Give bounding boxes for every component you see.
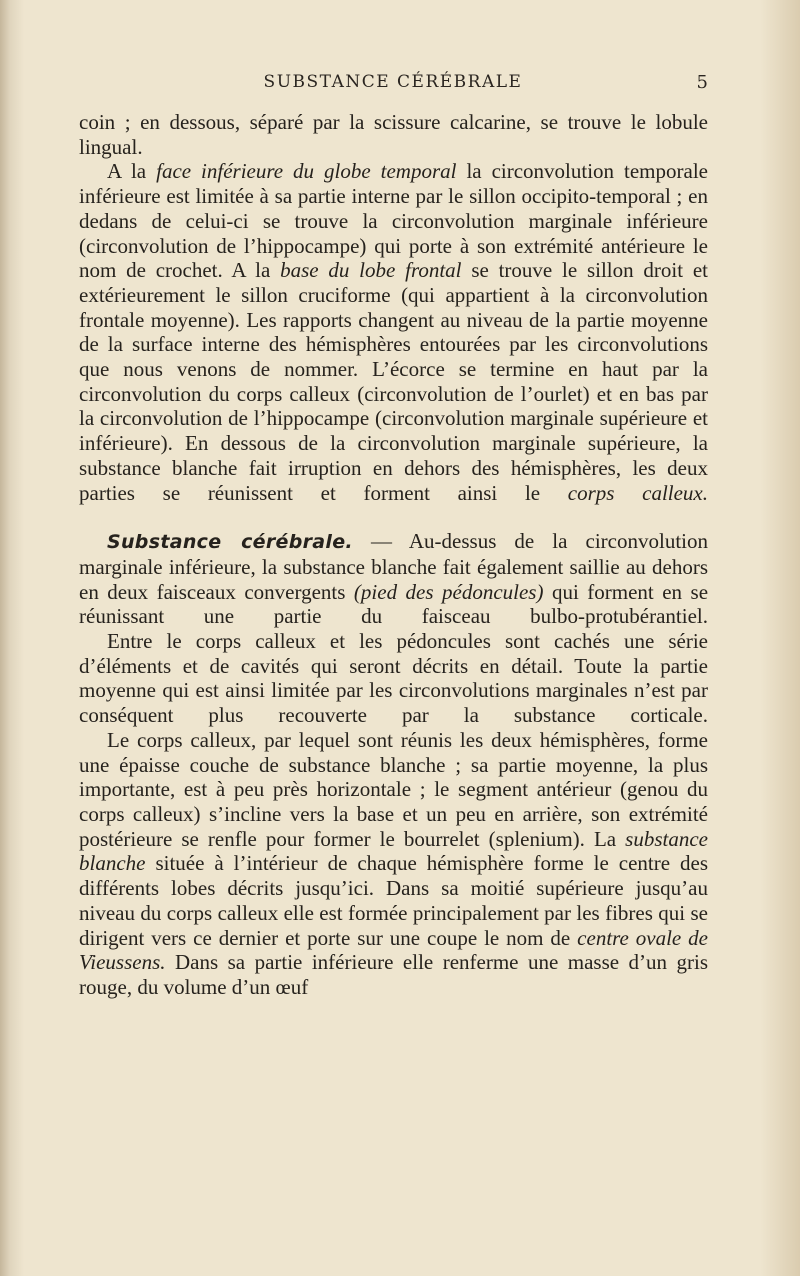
paragraph-2-text-a: A la (107, 159, 157, 184)
paragraph-1: coin ; en dessous, séparé par la scissure calcarine, se trouve le lobule lingual. (79, 110, 708, 159)
italic-face-inferieure: face inférieure du globe temporal (156, 159, 457, 184)
paragraph-2-text-c: la circonvolution temporale inférieure est limitée à sa partie interne par le sillon occipito-temporal ; en dedans de celui-ci se trouve la circonvolution marginale inférieure (circonvolution de l’hippocampe) qui porte à son extrémité antérieure le nom de crochet. A la (79, 159, 708, 283)
italic-corps-calleux: corps calleux. (567, 480, 708, 505)
italic-pied-des-pedoncules: (pied des pédoncules) (353, 579, 544, 604)
running-title: SUBSTANCE CÉRÉBRALE (263, 72, 523, 92)
paragraph-4: Entre le corps calleux et les pédoncules sont cachés une série d’éléments et de cavités qui seront décrits en détail. Toute la partie moyenne qui est ainsi limitée par les circonvolutions marginales n’est par conséquent plus recouverte par la substance corticale. (79, 629, 708, 728)
paragraph-5-text-c: située à l’intérieur de chaque hémisphère forme le centre des différents lobes décrits jusqu’ici. Dans sa moitié supérieure jusqu’au niveau du corps calleux elle est formée principalement par les fibres qui se dirigent vers ce dernier et porte sur une coupe le nom de (79, 851, 708, 950)
page-number: 5 (696, 72, 708, 93)
paragraph-5-text-e: Dans sa partie inférieure elle renferme une masse d’un gris rouge, du volume d’un œuf (79, 950, 708, 999)
italic-centre-ovale: centre ovale de Vieussens. (79, 925, 708, 975)
page-header (78, 72, 708, 96)
italic-base-lobe-frontal: base du lobe frontal (280, 258, 462, 283)
paragraph-5 (79, 728, 708, 1000)
paragraph-3 (79, 529, 708, 629)
paragraph-2-text-e: se trouve le sillon droit et extérieurement le sillon cruciforme (qui appartient à la circonvolution frontale moyenne). Les rapports changent au niveau de la partie moyenne de la surface interne des hémisphères entourées par les circonvolutions que nous venons de nommer. L’écorce se termine en haut par la circonvolution du corps calleux (circonvolution de l’ourlet) et en bas par la circonvolution de l’hippocampe (circonvolution marginale supérieure et inférieure). En dessous de la circonvolution marginale supérieure, la substance blanche fait irruption en dehors des hémisphères, les deux parties se réunissent et forment ainsi le (79, 258, 709, 505)
paragraph-3-text-a: — Au-dessus de la circonvolution marginale inférieure, la substance blanche fait également saillie au dehors en deux faisceaux convergents (79, 529, 708, 604)
body-text (79, 110, 708, 1000)
italic-substance-blanche: substance blanche (79, 826, 708, 876)
paragraph-5-text-a: Le corps calleux, par lequel sont réunis les deux hémisphères, forme une épaisse couche de substance blanche ; sa partie moyenne, la plus importante, est à peu près horizontale ; le segment antérieur (genou du corps calleux) s’incline vers la base et un peu en arrière, son extrémité postérieure se renfle pour former le bourrelet (splenium). La (79, 727, 708, 851)
section-heading: Substance cérébrale. (107, 531, 353, 554)
paragraph-2 (79, 159, 708, 505)
paragraph-3-text-c: qui forment en se réunissant une partie du faisceau bulbo-protubérantiel. (79, 579, 709, 629)
